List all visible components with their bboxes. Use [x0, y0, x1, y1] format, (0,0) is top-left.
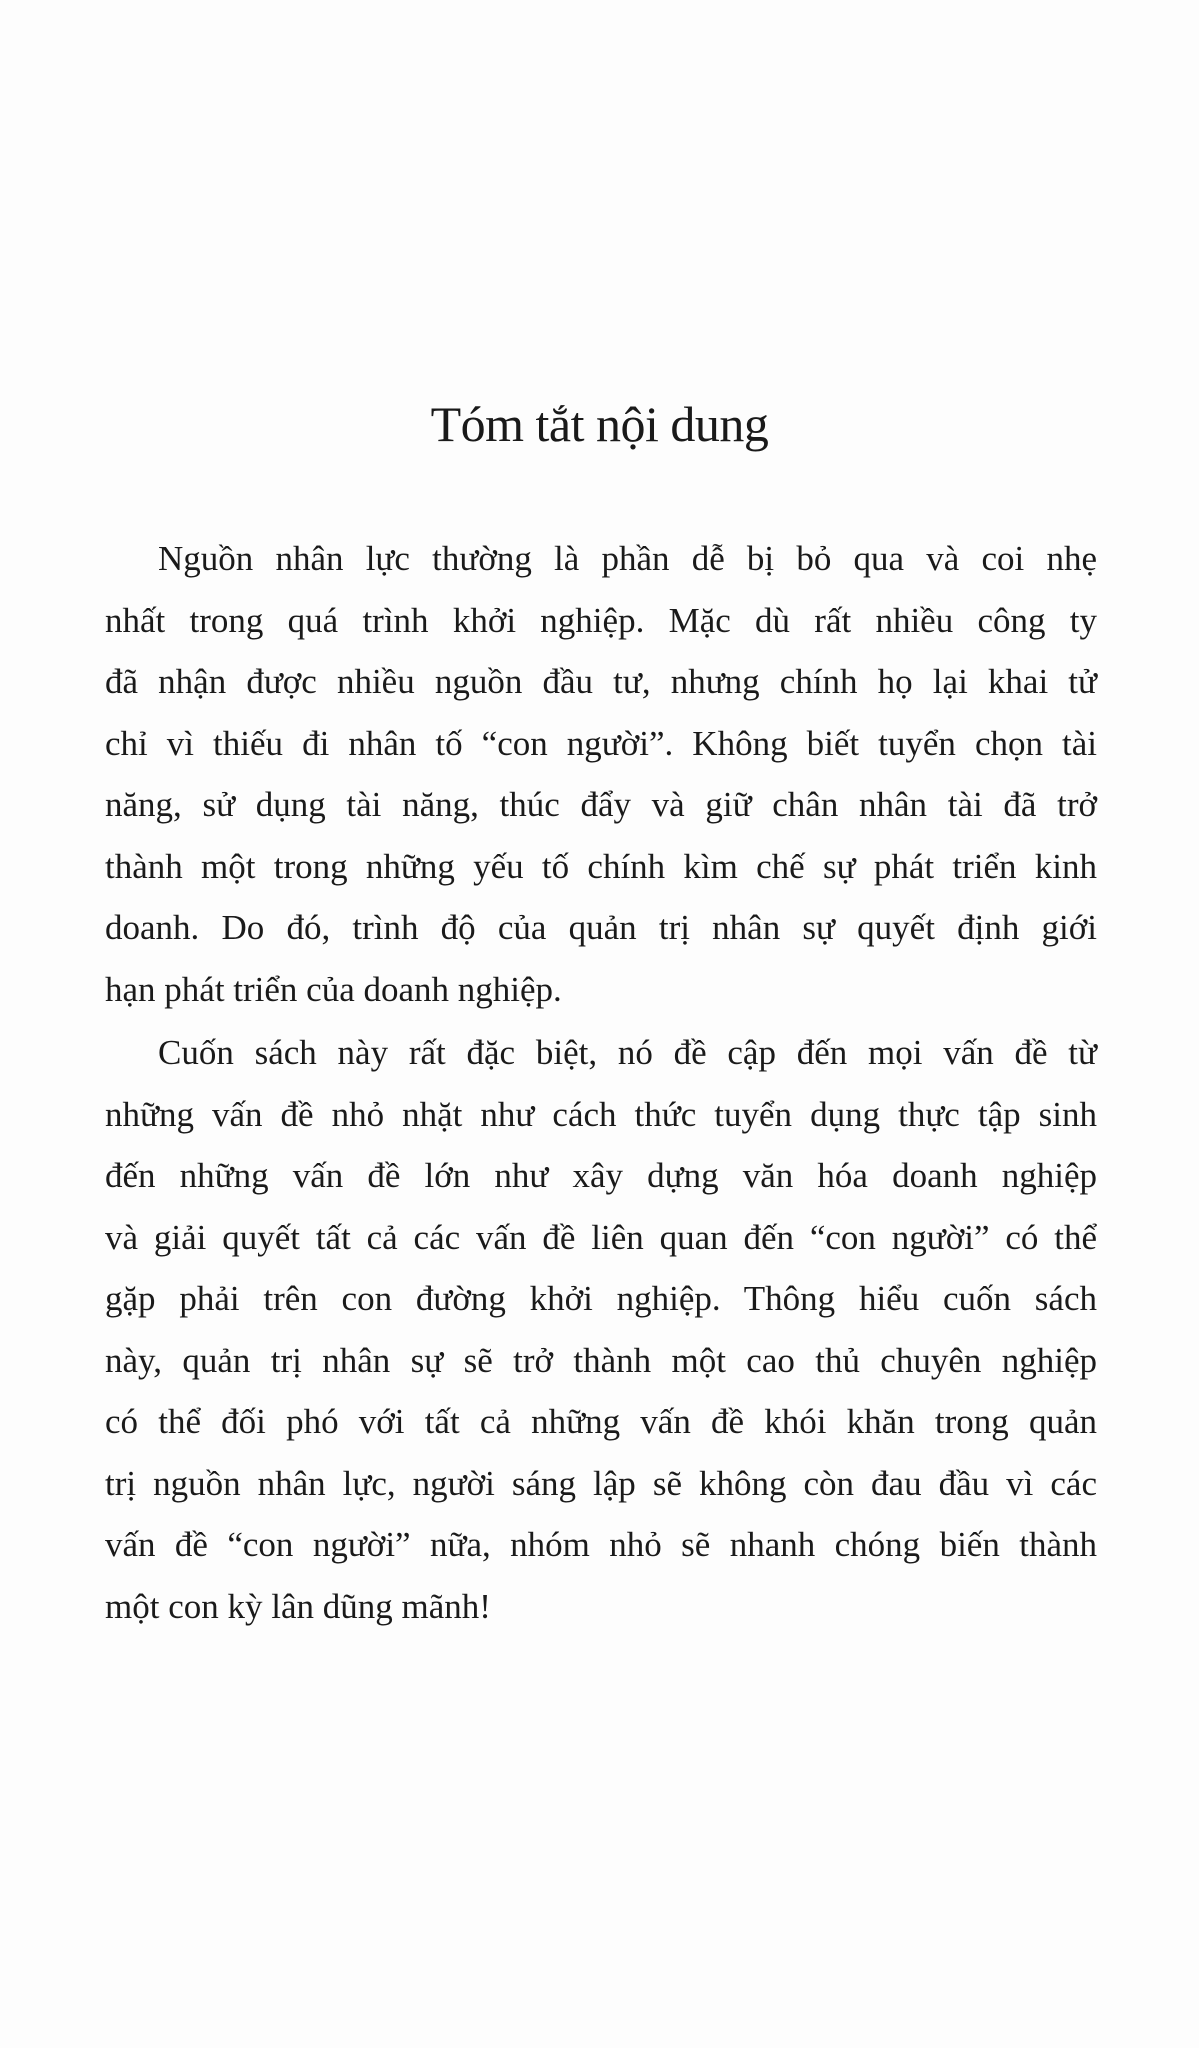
paragraph-2 [105, 1022, 1097, 1637]
text-line: một con kỳ lân dũng mãnh! [105, 1586, 491, 1626]
text-line: nhất trong quá trình khởi nghiệp. Mặc dù rất nhiều công ty [105, 600, 1097, 640]
text-line: có thể đối phó với tất cả những vấn đề khói khăn trong quản [105, 1402, 1097, 1441]
text-line: chỉ vì thiếu đi nhân tố “con người”. Không biết tuyển chọn tài [105, 723, 1097, 763]
text-line: hạn phát triển của doanh nghiệp. [105, 969, 562, 1009]
page-title: Tóm tắt nội dung [430, 396, 769, 452]
text-line: năng, sử dụng tài năng, thúc đẩy và giữ chân nhân tài đã trở [105, 785, 1097, 824]
text-line: và giải quyết tất cả các vấn đề liên quan đến “con người” có thể [105, 1217, 1097, 1257]
text-line: trị nguồn nhân lực, người sáng lập sẽ không còn đau đầu vì các [105, 1463, 1097, 1503]
text-line: đã nhận được nhiều nguồn đầu tư, nhưng chính họ lại khai tử [105, 662, 1097, 701]
text-line: doanh. Do đó, trình độ của quản trị nhân sự quyết định giới [105, 908, 1097, 947]
text-line: gặp phải trên con đường khởi nghiệp. Thông hiểu cuốn sách [105, 1279, 1097, 1318]
paragraph-1 [105, 528, 1097, 1020]
text-line: thành một trong những yếu tố chính kìm chế sự phát triển kinh [105, 846, 1097, 886]
text-line: Cuốn sách này rất đặc biệt, nó đề cập đến mọi vấn đề từ [158, 1033, 1097, 1072]
text-line: vấn đề “con người” nữa, nhóm nhỏ sẽ nhanh chóng biến thành [105, 1525, 1097, 1564]
text-line: này, quản trị nhân sự sẽ trở thành một cao thủ chuyên nghiệp [105, 1340, 1097, 1380]
text-line: những vấn đề nhỏ nhặt như cách thức tuyển dụng thực tập sinh [105, 1094, 1097, 1134]
text-line: đến những vấn đề lớn như xây dựng văn hóa doanh nghiệp [105, 1156, 1097, 1195]
text-line: Nguồn nhân lực thường là phần dễ bị bỏ qua và coi nhẹ [158, 539, 1097, 578]
